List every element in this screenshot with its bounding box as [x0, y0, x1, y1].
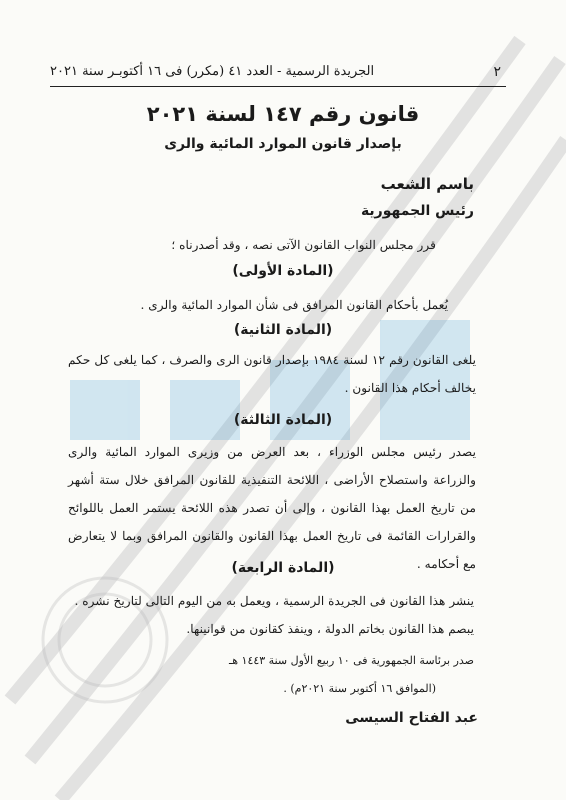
issued-line: صدر برئاسة الجمهورية فى ١٠ ربيع الأول سنة ١٤٤٣ هـ — [229, 654, 474, 667]
people-heading: باسم الشعب — [380, 175, 474, 193]
law-subtitle: بإصدار قانون الموارد المائية والرى — [164, 136, 402, 152]
article-4-heading: (المادة الرابعة) — [231, 560, 335, 576]
signature: عبد الفتاح السيسى — [345, 710, 478, 726]
article-3-text: يصدر رئيس مجلس الوزراء ، بعد العرض من وزيرى الموارد المائية والرى والزراعة واستصلاح الأراضى ، اللائحة التنفيذية للقانون المرافق خلال ستة أشهر من تاريخ العمل بهذا القانون ، وإلى أن تصدر هذه اللائحة يستمر العمل باللوائح والقرارات القائمة فى تاريخ العمل بهذا القانون والقانون المرافق وبما لا يتعارض مع أحكامه . — [68, 445, 476, 571]
preamble: قرر مجلس النواب القانون الآتى نصه ، وقد أصدرناه ؛ — [171, 238, 436, 252]
law-title: قانون رقم ١٤٧ لسنة ٢٠٢١ — [146, 102, 420, 126]
article-3-heading: (المادة الثالثة) — [233, 412, 333, 428]
header-divider — [50, 86, 506, 87]
president-heading: رئيس الجمهورية — [360, 203, 474, 219]
article-4-text: ينشر هذا القانون فى الجريدة الرسمية ، ويعمل به من اليوم التالى لتاريخ نشره . — [74, 594, 474, 608]
article-1-text: يُعمل بأحكام القانون المرافق فى شأن الموارد المائية والرى . — [140, 298, 448, 312]
article-1-heading: (المادة الأولى) — [232, 263, 334, 279]
gazette-header — [50, 60, 501, 86]
gazette-header-text: الجريدة الرسمية - العدد ٤١ (مكرر) فى ١٦ أكتوبـر سنة ٢٠٢١ — [50, 64, 375, 79]
page-number: ٢ — [493, 64, 501, 80]
gregorian-line: (الموافق ١٦ أكتوبر سنة ٢٠٢١م) . — [283, 682, 436, 695]
article-2-text: يلغى القانون رقم ١٢ لسنة ١٩٨٤ بإصدار قانون الرى والصرف ، كما يلغى كل حكم يخالف أحكام هذا القانون . — [68, 353, 477, 395]
seal-line: يبصم هذا القانون بخاتم الدولة ، وينفذ كقانون من قوانينها. — [186, 622, 474, 636]
article-2-heading: (المادة الثانية) — [233, 322, 333, 338]
